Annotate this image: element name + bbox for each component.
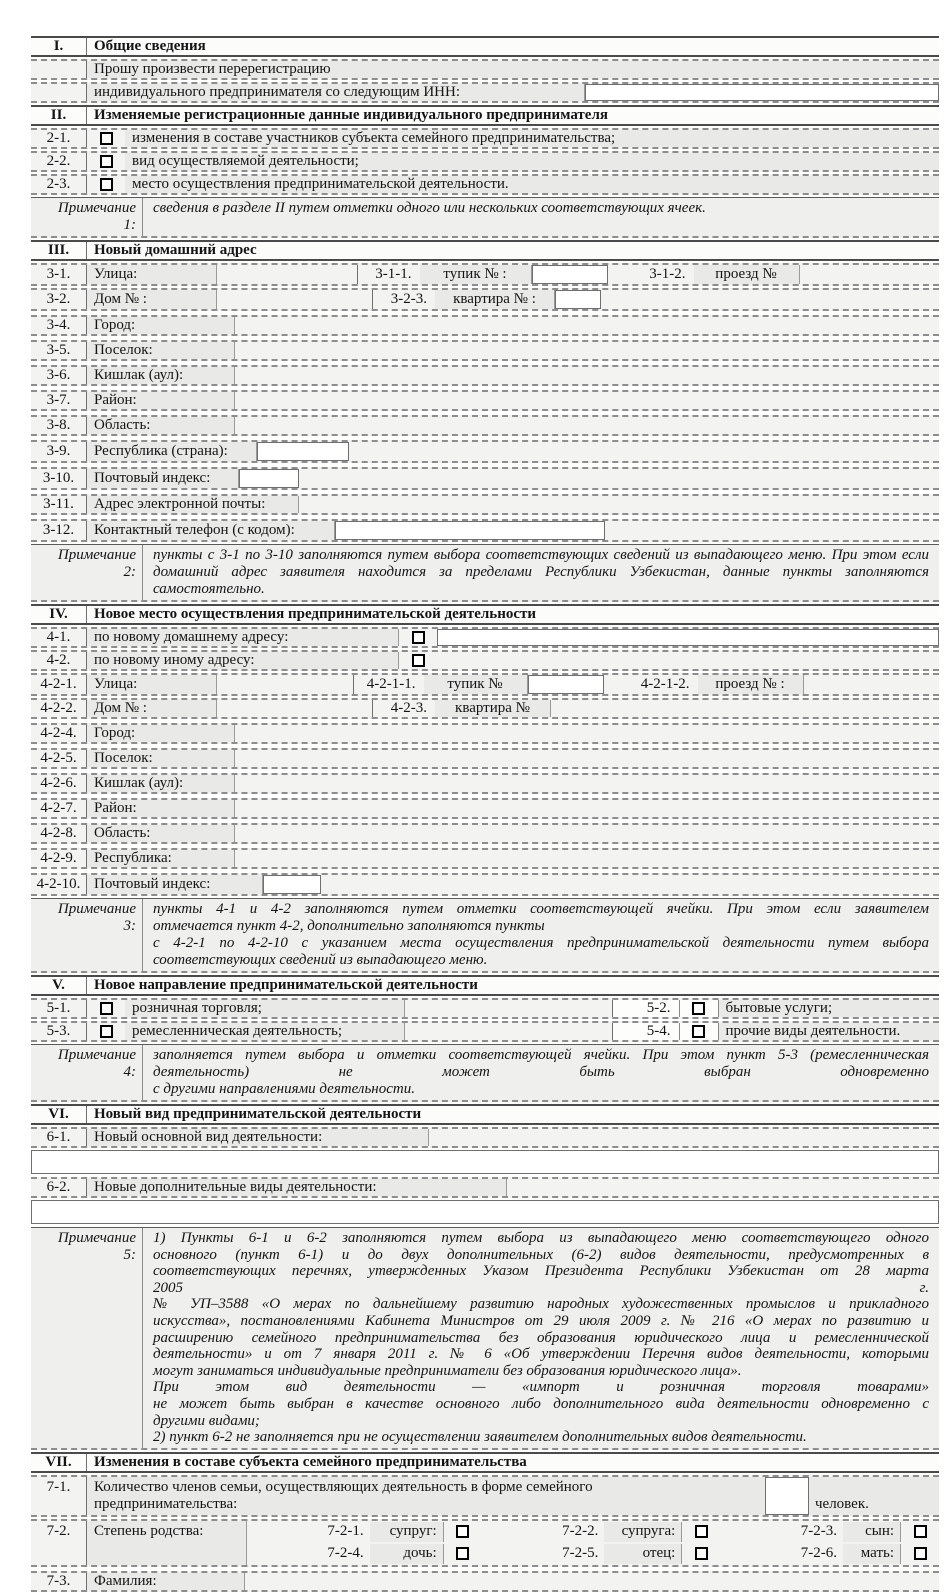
row-4-2-10-number: 4-2-10. [31, 875, 87, 894]
section-7-title: Изменения в составе субъекта семейного предпринимательства [94, 1453, 527, 1470]
row-3-11 [31, 494, 939, 515]
district-label: Район: [87, 800, 235, 817]
checkbox-7-2-1[interactable] [456, 1525, 469, 1538]
wife-label: супруга: [604, 1522, 682, 1542]
family-count-input[interactable] [765, 1477, 809, 1515]
row-3-6 [31, 365, 939, 386]
checkbox-5-3[interactable] [100, 1025, 113, 1038]
note-5-line: При этом вид деятельности — «импорт и розничная торговля товарами» [153, 1379, 929, 1396]
persons-unit-label: человек. [809, 1477, 939, 1515]
checkbox-2-1[interactable] [100, 132, 113, 145]
section-3-header [31, 240, 939, 261]
note-5-line: расширению семейного предпринимательства без образования юридического лица и ремесленнической [153, 1329, 929, 1346]
row-3-1-2-number: 3-1-2. [649, 266, 686, 282]
section-3-number: III. [31, 242, 87, 259]
kishlak-label: Кишлак (аул): [87, 367, 235, 384]
retail-trade-label: розничная торговля; [125, 1000, 405, 1017]
section-2-title: Изменяемые регистрационные данные индивидуального предпринимателя [94, 107, 608, 123]
note-5-line: 2) пункт 6-2 не заполняется при не осуществлении заявителем дополнительных видов деятельности. [153, 1429, 807, 1446]
note-3-label: Примечание [57, 901, 136, 917]
surname-label: Фамилия: [87, 1573, 245, 1590]
note-1-label: Примечание [57, 200, 136, 216]
section-3-title: Новый домашний адрес [94, 242, 257, 258]
row-4-1-number: 4-1. [31, 629, 87, 646]
row-5-3-number: 5-3. [31, 1023, 87, 1040]
apartment-label: квартира № : [435, 290, 555, 309]
new-other-address-label: по новому иному адресу: [87, 652, 399, 669]
section-6-number: VI. [31, 1106, 87, 1123]
row-3-1-1-number: 3-1-1. [375, 266, 412, 282]
checkbox-4-2[interactable] [412, 654, 425, 667]
postal-label: Почтовый индекс: [87, 469, 239, 488]
new-home-address-label: по новому домашнему адресу: [87, 629, 399, 646]
row-4-2-9 [31, 848, 939, 869]
section-5-header [31, 975, 939, 996]
note-5-label: Примечание [57, 1230, 136, 1246]
craft-activity-label: ремесленническая деятельность; [125, 1023, 405, 1040]
row-4-2-10 [31, 873, 939, 896]
row-5-1-5-2 [31, 998, 939, 1019]
apartment-label: квартира № [435, 700, 551, 717]
checkbox-7-2-4[interactable] [456, 1547, 469, 1560]
note-3-line: с 4-2-1 по 4-2-10 с указанием места осуществления предпринимательской деятельности путем выбора [153, 935, 929, 951]
husband-label: супруг: [370, 1522, 444, 1542]
row-4-2-number: 4-2. [31, 652, 87, 669]
district-label: Район: [87, 392, 235, 409]
note-5-line: основного (пункт 6-1) и до двух дополнительных (6-2) видов деятельности, предусмотренных в [153, 1246, 929, 1263]
inn-input[interactable] [585, 84, 939, 101]
row-3-4-number: 3-4. [31, 317, 87, 334]
note-3 [31, 898, 939, 973]
row-2-1 [31, 128, 939, 149]
additional-activities-input[interactable] [31, 1200, 939, 1224]
reregistration-form [31, 36, 939, 1594]
row-7-2-2-number: 7-2-2. [562, 1523, 599, 1540]
request-row [31, 59, 939, 80]
deadend-input[interactable] [532, 265, 608, 284]
passage-label: проезд № [694, 265, 800, 284]
row-7-2-4-number: 7-2-4. [327, 1545, 364, 1562]
region-label: Область: [87, 417, 235, 434]
row-3-2-number: 3-2. [31, 290, 87, 309]
region-label: Область: [87, 825, 235, 842]
row-4-2-8 [31, 823, 939, 844]
note-3-line: пункты 4-1 и 4-2 заполняются путем отметки соответствующей ячейки. При этом если заявителем [153, 901, 929, 917]
section-1-header [31, 36, 939, 57]
section-2-header [31, 105, 939, 126]
checkbox-5-2[interactable] [692, 1002, 705, 1015]
row-3-9 [31, 440, 939, 463]
row-4-2-4-number: 4-2-4. [31, 725, 87, 742]
row-7-1-number: 7-1. [31, 1477, 87, 1515]
row-4-2-5-number: 4-2-5. [31, 750, 87, 767]
row-4-2-4 [31, 723, 939, 744]
checkbox-5-1[interactable] [100, 1002, 113, 1015]
row-3-2-3-number: 3-2-3. [390, 291, 427, 307]
row-4-2-1 [31, 673, 939, 696]
phone-input[interactable] [335, 521, 605, 540]
checkbox-7-2-3[interactable] [914, 1525, 927, 1538]
republic-label: Республика: [87, 850, 235, 867]
row-7-3-number: 7-3. [31, 1573, 87, 1590]
row-6-1-number: 6-1. [31, 1129, 87, 1146]
note-5-line: не может быть выбран в качестве основного либо дополнительного вида деятельности одновременно с [153, 1395, 929, 1412]
row-2-1-label: изменения в составе участников субъекта семейного предпринимательства; [125, 130, 939, 147]
row-4-2-8-number: 4-2-8. [31, 825, 87, 842]
house-label: Дом № : [87, 290, 217, 309]
row-3-6-number: 3-6. [31, 367, 87, 384]
email-label: Адрес электронной почты: [87, 496, 299, 513]
kishlak-label: Кишлак (аул): [87, 775, 235, 792]
row-3-12-number: 3-12. [31, 521, 87, 540]
row-4-2-6-number: 4-2-6. [31, 775, 87, 792]
row-3-8-number: 3-8. [31, 417, 87, 434]
row-5-1-number: 5-1. [31, 1000, 87, 1017]
row-4-2-6 [31, 773, 939, 794]
row-7-3 [31, 1571, 939, 1592]
settlement-label: Поселок: [87, 342, 235, 359]
row-3-5 [31, 340, 939, 361]
row-3-2 [31, 288, 939, 311]
postal-input[interactable] [263, 875, 321, 894]
deadend-label: тупик № [424, 675, 528, 694]
row-4-2-5 [31, 748, 939, 769]
row-4-2-1-1-number: 4-2-1-1. [366, 676, 416, 692]
note-4-number: 4: [123, 1064, 136, 1080]
row-4-2-2 [31, 698, 939, 719]
section-7-header [31, 1452, 939, 1473]
inn-label: индивидуального предпринимателя со следующим ИНН: [87, 84, 585, 101]
apartment-input[interactable] [555, 290, 601, 309]
row-3-1 [31, 263, 939, 286]
row-4-2-3-number: 4-2-3. [390, 700, 427, 716]
daughter-label: дочь: [370, 1544, 444, 1564]
note-5-line: соответствующих перечнях, утвержденных Указом Президента Республики Узбекистан от 28 марта [153, 1263, 929, 1280]
section-6-title: Новый вид предпринимательской деятельности [94, 1106, 422, 1122]
section-4-header [31, 604, 939, 625]
checkbox-5-4[interactable] [692, 1025, 705, 1038]
section-5-title: Новое направление предпринимательской деятельности [94, 977, 478, 993]
row-3-4 [31, 315, 939, 336]
section-7-number: VII. [31, 1454, 87, 1471]
city-label: Город: [87, 317, 235, 334]
row-4-2-9-number: 4-2-9. [31, 850, 87, 867]
deadend-label: тупик № : [420, 265, 532, 284]
deadend-input[interactable] [528, 675, 604, 694]
household-services-label: бытовые услуги; [719, 1000, 940, 1017]
inn-row [31, 82, 939, 103]
note-5-line: другими видами; [153, 1412, 260, 1429]
row-3-10-number: 3-10. [31, 469, 87, 488]
checkbox-cell [87, 176, 125, 193]
row-2-3-number: 2-3. [31, 176, 87, 193]
checkbox-7-2-5[interactable] [695, 1547, 708, 1560]
row-3-10 [31, 467, 939, 490]
note-2-number: 2: [123, 564, 136, 580]
section-1-title: Общие сведения [94, 38, 206, 54]
row-5-3-5-4 [31, 1021, 939, 1042]
row-6-2-number: 6-2. [31, 1179, 87, 1196]
street-label: Улица: [87, 675, 217, 694]
row-7-2-5-number: 7-2-5. [562, 1545, 599, 1562]
note-4-line: заполняется путем выбора и отметки соответствующей ячейки. При этом пункт 5-3 (ремесленническая [153, 1047, 929, 1063]
note-4-line: с другими направлениями деятельности. [153, 1081, 415, 1097]
passage-label: проезд № : [698, 675, 804, 694]
note-5-line: искусства», постановлениями Кабинета Министров от 29 июля 2009 г. № 216 «О мерах по развитию и [153, 1312, 929, 1329]
row-4-1 [31, 627, 939, 648]
note-3-line: отмечается пункт 4-2, дополнительно заполняются пункты [153, 918, 545, 934]
request-text: Прошу произвести перерегистрацию [87, 61, 939, 78]
row-7-2-6-number: 7-2-6. [800, 1545, 838, 1562]
row-3-7-number: 3-7. [31, 392, 87, 409]
mother-label: мать: [843, 1544, 901, 1564]
postal-input[interactable] [239, 469, 299, 488]
note-5 [31, 1227, 939, 1450]
row-7-2-1-number: 7-2-1. [327, 1523, 364, 1540]
note-3-number: 3: [123, 918, 136, 934]
checkbox-7-2-6[interactable] [914, 1547, 927, 1560]
note-4 [31, 1044, 939, 1102]
row-4-2-7-number: 4-2-7. [31, 800, 87, 817]
note-2 [31, 544, 939, 602]
row-3-1-number: 3-1. [31, 265, 87, 284]
checkbox-2-3[interactable] [100, 178, 113, 191]
note-4-line: деятельность) не может быть выбран одновременно [153, 1064, 929, 1080]
row-3-11-number: 3-11. [31, 496, 87, 513]
row-2-3 [31, 174, 939, 195]
row-7-2-3-number: 7-2-3. [800, 1523, 838, 1540]
row-4-2-1-number: 4-2-1. [31, 675, 87, 694]
checkbox-cell [87, 130, 125, 147]
note-1-number: 1: [123, 217, 136, 233]
checkbox-7-2-2[interactable] [695, 1525, 708, 1538]
row-6-2 [31, 1177, 939, 1198]
street-label: Улица: [87, 265, 217, 284]
section-6-header [31, 1104, 939, 1125]
row-4-2-1-2-number: 4-2-1-2. [640, 676, 690, 692]
family-count-label-line1: Количество членов семьи, осуществляющих деятельность в форме семейного [94, 1478, 593, 1495]
row-7-1 [31, 1475, 939, 1517]
house-label: Дом № : [87, 700, 217, 717]
city-label: Город: [87, 725, 235, 742]
section-1-number: I. [31, 38, 87, 55]
row-4-2-2-number: 4-2-2. [31, 700, 87, 717]
note-3-line: соответствующих сведений из выпадающего меню. [153, 952, 488, 968]
note-2-text: пункты с 3-1 по 3-10 заполняются путем выбора соответствующих сведений из выпадающего меню. При этом если домашний адрес заявителя находится за пределами Республики Узбекистан, данные пункты заполняются самостоятельно. [153, 547, 929, 597]
note-1 [31, 197, 939, 238]
note-5-line: могут заниматься индивидуальные предприниматели без образования юридического лица». [153, 1362, 742, 1379]
section-4-title: Новое место осуществления предпринимательской деятельности [94, 606, 537, 622]
row-4-2-7 [31, 798, 939, 819]
family-count-label-line2: предпринимательства: [94, 1495, 238, 1512]
row-4-2 [31, 650, 939, 671]
main-activity-input[interactable] [31, 1150, 939, 1174]
note-5-number: 5: [123, 1247, 136, 1263]
row-3-7 [31, 390, 939, 411]
row-3-9-number: 3-9. [31, 442, 87, 461]
section-5-number: V. [31, 977, 87, 994]
note-5-line: 1) Пункты 6-1 и 6-2 заполняются путем выбора из выпадающего меню соответствующего одного [153, 1230, 929, 1246]
checkbox-2-2[interactable] [100, 155, 113, 168]
father-label: отец: [604, 1544, 682, 1564]
row-5-2-number: 5-2. [613, 1000, 679, 1017]
row-6-1 [31, 1127, 939, 1148]
checkbox-cell [87, 153, 125, 170]
row-3-5-number: 3-5. [31, 342, 87, 359]
row-2-2-number: 2-2. [31, 153, 87, 170]
note-2-label: Примечание [57, 547, 136, 563]
note-5-line: деятельности» и от 7 января 2011 г. № 6 «Об утверждении Перечня видов деятельности, которыми [153, 1346, 929, 1363]
note-1-text: сведения в разделе II путем отметки одного или нескольких соответствующих ячеек. [153, 200, 706, 216]
country-label: Республика (страна): [87, 442, 257, 461]
section-4-number: IV. [31, 606, 87, 623]
other-activities-label: прочие виды деятельности. [719, 1023, 940, 1040]
note-5-line: 2005 г. [153, 1279, 929, 1296]
row-3-12 [31, 519, 939, 542]
main-activity-label: Новый основной вид деятельности: [87, 1129, 429, 1146]
kinship-degree-label: Степень родства: [87, 1521, 247, 1565]
checkbox-4-1[interactable] [412, 631, 425, 644]
note-4-label: Примечание [57, 1047, 136, 1063]
row-2-2-label: вид осуществляемой деятельности; [125, 153, 939, 170]
row-2-3-label: место осуществления предпринимательской деятельности. [125, 176, 939, 193]
section-2-number: II. [31, 107, 87, 124]
postal-label: Почтовый индекс: [87, 875, 263, 894]
row-2-2 [31, 151, 939, 172]
additional-activities-label: Новые дополнительные виды деятельности: [87, 1179, 507, 1196]
row-4-1-input[interactable] [437, 629, 939, 646]
row-2-1-number: 2-1. [31, 130, 87, 147]
row-7-2 [31, 1519, 939, 1567]
settlement-label: Поселок: [87, 750, 235, 767]
country-input[interactable] [257, 442, 349, 461]
row-7-2-number: 7-2. [31, 1521, 87, 1565]
row-3-8 [31, 415, 939, 436]
phone-label: Контактный телефон (с кодом): [87, 521, 335, 540]
row-5-4-number: 5-4. [613, 1023, 679, 1040]
note-5-line: № УП–3588 «О мерах по дальнейшему развитию народных художественных промыслов и прикладного [153, 1296, 929, 1313]
son-label: сын: [843, 1522, 901, 1542]
